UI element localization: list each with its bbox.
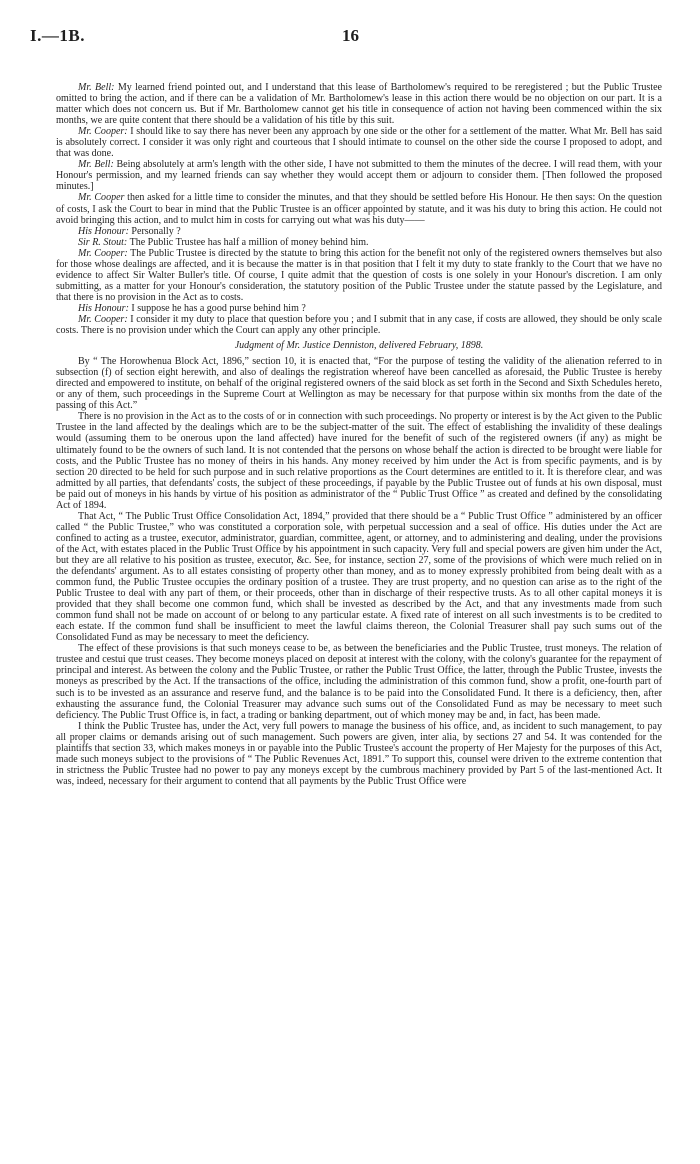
judgment-paragraph: I think the Public Trustee has, under the Act, very full powers to manage the business of his office, and, as incident to such management, to pay all proper claims or demands arising out of such management. Such powers are given, inter alia, by sections 27 and 54. It was contended for the plaintiffs that section 33, which makes moneys in or payable into the Public Trustee's account the property of Her Majesty for the purposes of this Act, made such moneys subject to the provisions of “ The Public Revenues Act, 1891.” To support this, counsel were driven to the extreme contention that in strictness the Public Trustee had no power to pay any moneys except by the cumbrous machinery provided by Part 5 of the last-mentioned Act. It was, indeed, necessary for their argument to contend that all payments by the Public Trust Office were [56, 720, 662, 787]
transcript-paragraph [56, 248, 662, 303]
speaker-name: Mr. Cooper: [78, 313, 128, 325]
judgment-heading: Judgment of Mr. Justice Denniston, delivered February, 1898. [234, 340, 484, 352]
paragraph-text: My learned friend pointed out, and I understand that this lease of Bartholomew's required to be reregistered ; but the Public Trustee omitted to bring the action, and if there can be a validation of Mr. Bartholomew's lease in this action there would be no objection on our part. It is a matter which does not concern us. But if Mr. Bartholomew cannot get his title in consequence of action not having been commenced within the six months, we are quite content that there should be a validation of his title by this suit. [56, 82, 662, 127]
judgment-paragraph: There is no provision in the Act as to the costs of or in connection with such proceedings. No property or interest is by the Act given to the Public Trustee in the land affected by the dealings which are to be the subject-matter of the suit. The effect of establishing the invalidity of these dealings would (assuming them to be onerous upon the land affected) have inured for the benefit of such of the registered owners (if any) as might be ultimately found to be the owners of such land. It is not contended that the persons on whose behalf the action is directed to be brought were liable for costs, and the Public Trustee has no money of theirs in his hands. Any money received by him under the Act is from specific payments, and is by section 20 directed to be held for such purpose and in such relative proportions as the Court determines are entitled to it. It is therefore clear, and was admitted by all parties, that defendants' costs, the subject of these proceedings, if payable by the Public Trustee out of funds at his own disposal, must be paid out of moneys in his hands by virtue of his position as administrator of the “ Public Trust Office ” as created and defined by the consolidating Act of 1894. [56, 411, 662, 511]
judgment-paragraph: By “ The Horowhenua Block Act, 1896,” section 10, it is enacted that, “For the purpose of testing the validity of the alienation referred to in subsection (f) of section eight herewith, and also of dealings the registration whereof have been cancelled as aforesaid, the Public Trustee is hereby directed and empowered to institute, on behalf of the original registered owners of the said block as set forth in the Second and Sixth Schedules hereto, or any of them, such proceedings in the Supreme Court at Wellington as may be necessary for that purpose within six months from the date of the passing of this Act.” [56, 356, 662, 412]
paragraph-text: The Public Trustee is directed by the statute to bring this action for the benefit not only of the registered owners themselves but also for those whose dealings are affected, and it is because the matter is in that position that I felt it my duty to state frankly to the Court that we have no evidence to affect Sir Walter Buller's title. Of course, I quite admit that the question of costs is one solely in your Honour's discretion. I am only submitting, as a matter for your Honour's consideration, the statutory position of the Public Trustee under the statute passed by the Legislature, and that there is no provision in the Act as to costs. [56, 247, 662, 303]
paragraph-text: I suppose he has a good purse behind him ? [128, 302, 306, 314]
judgment-paragraph: That Act, “ The Public Trust Office Consolidation Act, 1894,” provided that there should be a “ Public Trust Office ” administered by an officer called “ the Public Trustee,” who was constituted a corporation sole, with perpetual succession and a seal of office. His duties under the Act are confined to acting as a trustee, executor, administrator, guardian, committee, agent, or attorney, and to administering and dealing, under the provisions of the Act, with estates placed in the Public Trust Office by his appointment in such capacity. Very full and special powers are given him under the Act, but they are all relative to his position as trustee, executor, &c. See, for instance, section 27, some of the provisions of which were much relied on in the defendants' argument. As to all estates consisting of property other than money, and as to money expressly prohibited from being dealt with as a common fund, the Public Trustee occupies the ordinary position of a trustee. They are trust property, and no question can arise as to the right of the Public Trustee to deal with any part of them, or their proceeds, other than in discharge of their respective trusts. As to all other capital moneys it is provided that they shall become one common fund, which shall be invested as described by the Act, and that any investments made from such common fund shall not be made on account of or belong to any particular estate. A fixed rate of interest on all such investments is to be credited to each estate. If the common fund shall be insufficient to meet the lawful claims thereon, the Colonial Treasurer shall pay such sums out of the Consolidated Fund as may be necessary to meet the deficiency. [56, 510, 662, 644]
speaker-name: Mr. Cooper: [78, 126, 128, 138]
transcript-paragraph [56, 192, 662, 225]
transcript-paragraph [56, 314, 662, 336]
transcript-paragraph [56, 159, 662, 192]
transcript-paragraph [56, 237, 662, 248]
paragraph-text: I should like to say there has never been any approach by one side or the other for a settlement of the matter. What Mr. Bell has said is absolutely correct. I consider it was only right and courteous that I should intimate to counsel on the other side the course I proposed to adopt, and that was done. [56, 126, 662, 160]
parliamentary-paper-reference: I.—1B. [30, 26, 85, 45]
page-header [30, 26, 662, 62]
speaker-name: Mr. Cooper [78, 192, 125, 204]
judgment-paragraph: The effect of these provisions is that such moneys cease to be, as between the beneficiaries and the Public Trustee, trust moneys. The relation of trustee and cestui que trust ceases. They become moneys placed on deposit at interest with the colony, with the colony's guarantee for the repayment of principal and interest. As between the colony and the Public Trustee, or rather the Public Trust Office, the latter, through the Public Trustee, invests the moneys as prescribed by the Act. If the transactions of the office, including the administration of this common fund, show a profit, one-fourth part of such is to be invested as an assurance and reserve fund, and the balance is to be paid into the Consolidated Fund. It there is a deficiency, then, after exhausting the assurance fund, the Colonial Treasurer may advance such sums out of the Consolidated Fund as may be necessary to meet such deficiency. The Public Trust Office is, in fact, a trading or banking department, out of which money may be and, in fact, has been made. [56, 643, 662, 721]
page-number: 16 [342, 26, 359, 45]
speaker-name: Sir R. Stout: [78, 236, 128, 248]
paragraph-text: then asked for a little time to consider the minutes, and that they should be settled before His Honour. He then says: On the question of costs, I ask the Court to bear in mind that the Public Trustee is an officer appointed by statute, and it was his duty to bring this action. He could not avoid bringing this action, and to mulct him in costs for carrying out what was his duty—— [56, 192, 662, 226]
speaker-name: Mr. Cooper: [78, 247, 128, 259]
paragraph-text: I consider it my duty to place that question before you ; and I submit that in any case, if costs are allowed, they should be only scale costs. There is no provision under which the Court can apply any other principle. [56, 313, 662, 337]
transcript-paragraph [56, 303, 662, 314]
speaker-name: His Honour: [78, 302, 129, 314]
transcript-paragraph [56, 226, 662, 237]
document-body [56, 82, 662, 787]
speaker-name: His Honour: [78, 225, 129, 237]
paragraph-text: Being absolutely at arm's length with the other side, I have not submitted to them the minutes of the decree. I will read them, with your Honour's permission, and my learned friends can say whether they would accept them or adjourn to consider them. [Then followed the proposed minutes.] [56, 159, 662, 193]
paragraph-text: Personally ? [128, 225, 181, 237]
speaker-name: Mr. Bell: [78, 159, 114, 171]
paragraph-text: The Public Trustee has half a million of money behind him. [127, 236, 369, 248]
speaker-name: Mr. Bell: [78, 82, 115, 93]
transcript-paragraph [56, 126, 662, 159]
transcript-paragraph [56, 82, 662, 126]
